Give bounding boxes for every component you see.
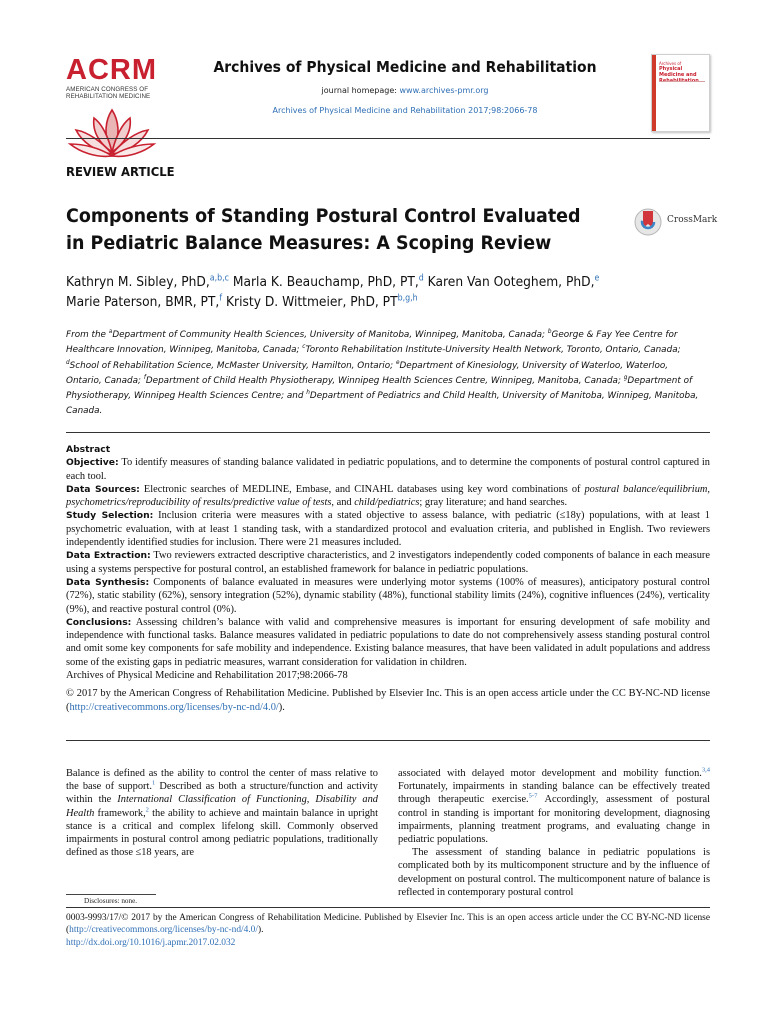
cover-line-1: Archives of (659, 61, 682, 66)
abstract-conclusions: Conclusions: Assessing children’s balance with valid and comprehensive measures is important for ensuring development of safe mobility and independence with functional tasks. Balance measures validated in pediatric populations to date do not comprehensively assess standing postural control and omit some key components for safe mobility and independence. Existing balance measures, that have been validated in adult populations and address some of the existing gaps in pediatric measures, warrant consideration for validation in children. (66, 616, 710, 668)
reference-link[interactable]: 3,4 (701, 766, 710, 774)
reference-link[interactable]: 2 (145, 806, 149, 814)
author-name[interactable]: Marie Paterson, BMR, PT, (66, 295, 220, 310)
body-paragraph: The assessment of standing balance in pediatric populations is complicated both by its multicomponent structure and by the influence of development on postural control. The multicomponent nature of balance is reflected in contemporary postural control (398, 847, 710, 898)
footnote-divider (66, 894, 156, 895)
cover-line-2: Physical Medicine and (659, 66, 697, 78)
abstract-objective: Objective: To identify measures of standing balance validated in pediatric populations, and to determine the components of postural control captured in each tool. (66, 457, 710, 482)
page-footer: 0003-9993/17/© 2017 by the American Congress of Rehabilitation Medicine. Published by Elsevier Inc. This is an open access article under the CC BY-NC-ND license (http://creativecommons.org/licenses/by-nc-nd/4.0/). http://dx.doi.org/10.1016/j.apmr.2017.02.032 (66, 913, 710, 948)
header-divider (66, 138, 710, 139)
crossmark-icon (634, 207, 662, 237)
author-affiliation-ref[interactable]: f (219, 293, 223, 304)
journal-homepage (160, 86, 650, 95)
author-affiliation-ref[interactable]: d (418, 273, 424, 284)
abstract-data-synthesis: Data Synthesis: Components of balance evaluated in measures were underlying motor systems (100% of measures), anticipatory postural control (72%), static stability (62%), sensory integration (52%), dynamic stability (48%), functional stability limits (24%), cognitive influences (24%), verticality (9%), and reactive postural control (0%). (66, 576, 711, 615)
article-title: Components of Standing Postural Control Evaluated in Pediatric Balance Measures: A Scoping Review (66, 205, 581, 254)
author-name[interactable]: Kristy D. Wittmeier, PhD, PT (226, 295, 398, 310)
reference-link[interactable]: 1 (151, 779, 156, 787)
abstract-data-sources: Data Sources: Electronic searches of MEDLINE, Embase, and CINAHL databases using key word combinations of postural balance/equilibrium, psychometrics/reproducibility of results/predictive value of tests, and child/pediatrics; gray literature; and hand searches. (66, 483, 710, 509)
logo-subtitle: AMERICAN CONGRESS OF REHABILITATION MEDICINE (66, 86, 151, 100)
license-link[interactable]: http://creativecommons.org/licenses/by-nc-nd/4.0/ (69, 701, 279, 713)
doi-link[interactable]: http://dx.doi.org/10.1016/j.apmr.2017.02.032 (66, 937, 236, 948)
cover-divider (659, 81, 705, 82)
author-affiliation-ref[interactable]: e (594, 273, 600, 284)
disclosures-footnote: Disclosures: none. (84, 897, 138, 905)
author-name[interactable]: Karen Van Ooteghem, PhD, (427, 275, 595, 290)
author-affiliation-ref[interactable]: b,g,h (397, 293, 418, 304)
article-type: REVIEW ARTICLE (66, 164, 175, 179)
author-list (66, 273, 680, 313)
homepage-label: journal homepage: (321, 86, 397, 95)
author-name[interactable]: Kathryn M. Sibley, PhD, (66, 275, 210, 290)
reference-link[interactable]: 5-7 (528, 792, 538, 800)
author-name[interactable]: Marla K. Beauchamp, PhD, PT, (232, 275, 419, 290)
affiliations: From the $^a$Department of Community Health Sciences, University of Manitoba, Winnipeg, Manitoba, Canada; $^b$George & Fay Yee Centre for Healthcare Innovation, Winnipeg, Manitoba, Canada; $^c$Toronto Rehabilitation Institute-University Health Network, Toronto, Ontario, Canada; $^d$School of Rehabilitation Science, McMaster University, Hamilton, Ontario; $^e$Department of Kinesiology, University of Waterloo, Waterloo, Ontario, Canada; $^f$Department of Child Health Physiotherapy, Winnipeg Health Sciences Centre, Winnipeg, Manitoba, Canada; $^g$Department of Physiotherapy, Winnipeg Health Sciences Centre; and $^h$Department of Pediatrics and Child Health, University of Manitoba, Winnipeg, Manitoba, Canada. (66, 327, 699, 417)
abstract (66, 443, 710, 714)
body-paragraph: associated with delayed motor development and mobility function.$^{3,4}$ Fortunately, impairments in standing balance can be effectively treated through therapeutic exercise.$^{5-7}$ Accordingly, assessment of postural control in standing is important for monitoring development, diagnosing impairments, planning treatment programs, and evaluating change in pediatric populations. (398, 766, 710, 846)
author-affiliation-ref[interactable]: a,b,c (209, 273, 230, 284)
body-column-left: Balance is defined as the ability to control the center of mass relative to the base of support.$^1$ Described as both a structure/function and activity within the International Classification of Functioning, Disability and Health framework,$^2$ the ability to achieve and maintain balance in upright stance is a critical and complex lifelong skill. Commonly observed impairments in postural control among pediatric populations, traditionally defined as those ≤18 years, are (66, 768, 379, 859)
footer-divider (66, 907, 710, 908)
logo-wordmark: ACRM (66, 54, 157, 86)
body-column-right (398, 767, 710, 899)
lotus-icon (66, 102, 158, 162)
crossmark-label: CrossMark (667, 215, 718, 225)
abstract-bottom-divider (66, 740, 710, 741)
homepage-link[interactable]: www.archives-pmr.org (399, 86, 489, 95)
acrm-logo (66, 56, 158, 167)
journal-title: Archives of Physical Medicine and Rehabilitation (213, 58, 597, 76)
cover-stripe (652, 55, 656, 131)
abstract-top-divider (66, 432, 710, 433)
abstract-data-extraction: Data Extraction: Two reviewers extracted descriptive characteristics, and 2 investigators independently coded components of balance in each measure using a systems perspective for postural control, an established framework for balance in pediatric populations. (66, 550, 710, 575)
abstract-citation: Archives of Physical Medicine and Rehabilitation 2017;98:2066-78 (66, 670, 348, 682)
abstract-copyright: © 2017 by the American Congress of Rehabilitation Medicine. Published by Elsevier Inc. This is an open access article under the CC BY-NC-ND license (http://creativecommons.org/licenses/by-nc-nd/4.0/). (66, 688, 710, 713)
journal-citation[interactable]: Archives of Physical Medicine and Rehabilitation 2017;98:2066-78 (272, 106, 538, 115)
abstract-study-selection: Study Selection: Inclusion criteria were measures with a stated objective to assess balance, with pediatric (≤18y) populations, with at least 1 psychometric evaluation, with at least 1 standing task, with a standardized protocol and evaluation criteria, and published in English. Two reviewers independently identified studies for inclusion. There were 21 measures included. (66, 510, 710, 549)
abstract-heading: Abstract (66, 444, 111, 455)
crossmark-badge[interactable] (634, 207, 718, 237)
footer-license-link[interactable]: http://creativecommons.org/licenses/by-nc-nd/4.0/ (69, 925, 258, 936)
journal-cover-thumbnail[interactable] (651, 54, 710, 132)
